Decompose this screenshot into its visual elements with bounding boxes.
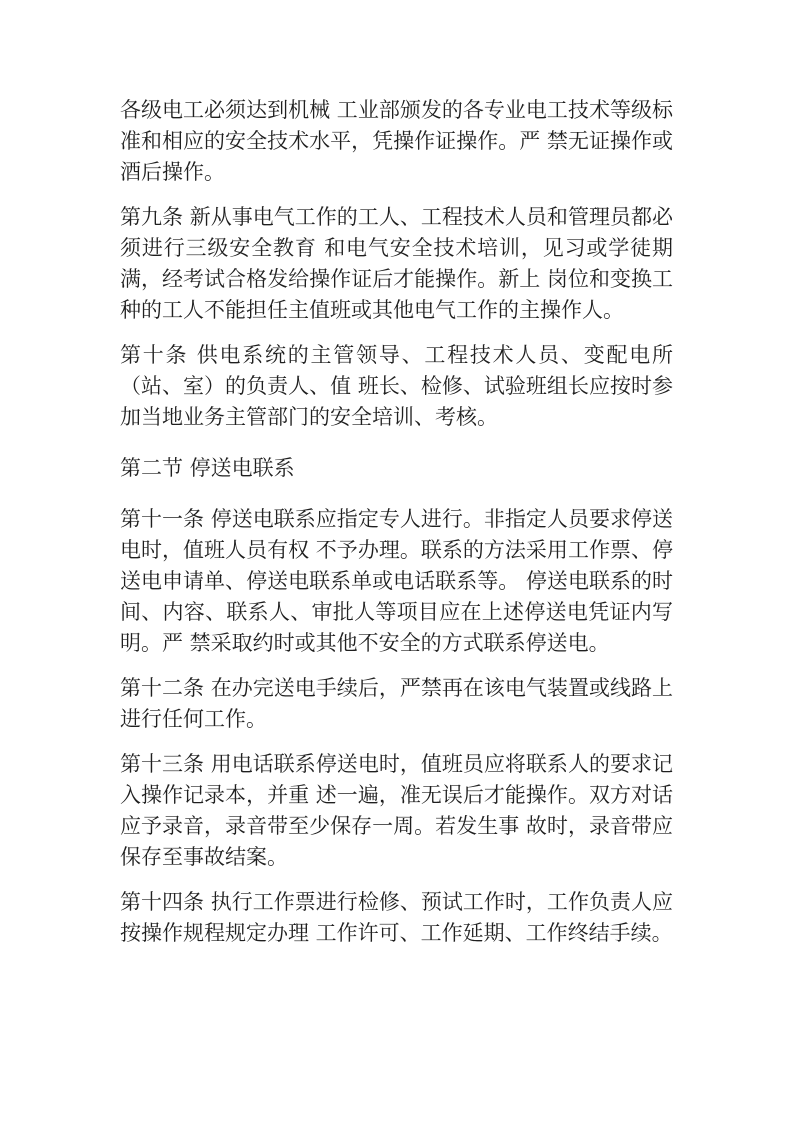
paragraph-article-10: 第十条 供电系统的主管领导、工程技术人员、变配电所（站、室）的负责人、值 班长、检修、试验班组长应按时参加当地业务主管部门的安全培训、考核。	[120, 343, 673, 429]
section-heading: 第二节 停送电联系	[120, 456, 295, 480]
paragraph-article-9: 第九条 新从事电气工作的工人、工程技术人员和管理员都必须进行三级安全教育 和电气安全技术培训，见习或学徒期满，经考试合格发给操作证后才能操作。新上 岗位和变换工种的工人不能担任主值班或其他电气工作的主操作人。	[120, 205, 673, 322]
paragraph-article-13: 第十三条 用电话联系停送电时，值班员应将联系人的要求记入操作记录本，并重 述一遍，准无误后才能操作。双方对话应予录音，录音带至少保存一周。若发生事 故时，录音带应保存至事故结案。	[120, 752, 673, 869]
paragraph-article-14: 第十四条 执行工作票进行检修、预试工作时，工作负责人应按操作规程规定办理 工作许可、工作延期、工作终结手续。	[120, 890, 673, 945]
paragraph-article-11: 第十一条 停送电联系应指定专人进行。非指定人员要求停送电时，值班人员有权 不予办理。联系的方法采用工作票、停送电申请单、停送电联系单或电话联系等。 停送电联系的时间、内容、联系人、审批人等项目应在上述停送电凭证内写明。严 禁采取约时或其他不安全的方式联系停送电。	[120, 507, 673, 655]
paragraph-article-12: 第十二条 在办完送电手续后，严禁再在该电气装置或线路上进行任何工作。	[120, 676, 673, 731]
paragraph-intro: 各级电工必须达到机械 工业部颁发的各专业电工技术等级标准和相应的安全技术水平，凭操作证操作。严 禁无证操作或酒后操作。	[120, 98, 673, 184]
